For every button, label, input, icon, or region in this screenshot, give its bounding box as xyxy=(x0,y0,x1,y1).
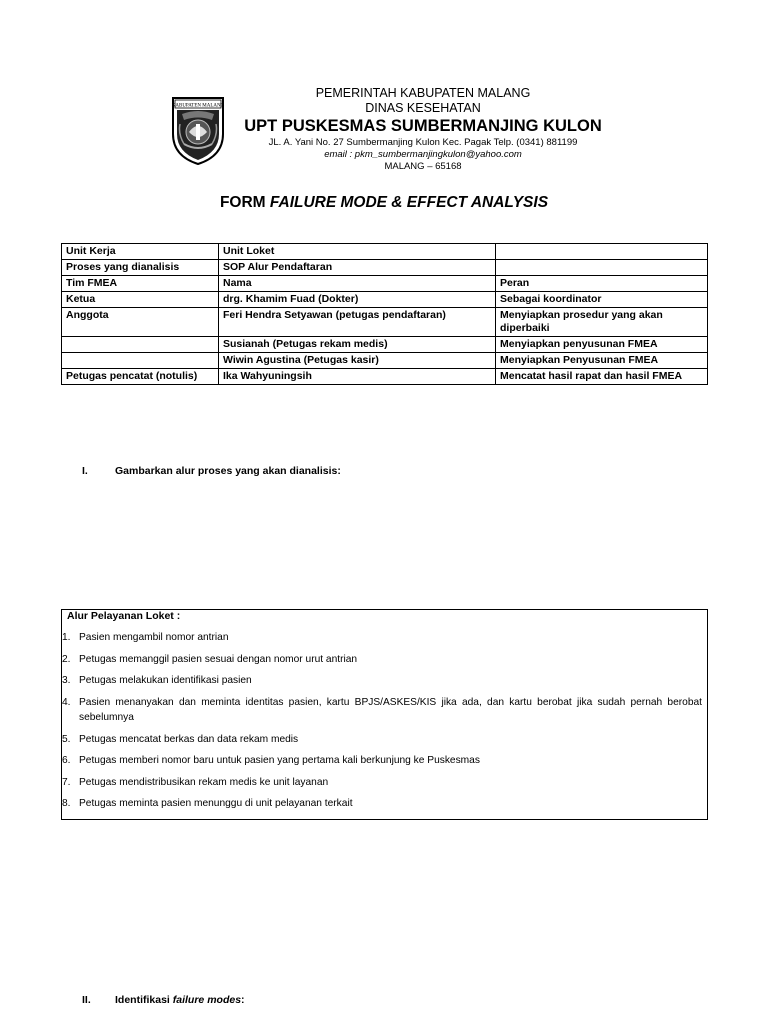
team-table-cell: Nama xyxy=(219,276,496,292)
team-table-cell: Peran xyxy=(496,276,708,292)
email: email : pkm_sumbermanjingkulon@yahoo.com xyxy=(324,149,522,160)
service-flow-list xyxy=(62,630,707,818)
flow-step-text: Petugas mencatat berkas dan data rekam medis xyxy=(79,733,299,745)
team-table-row xyxy=(62,308,708,337)
section-2-number: II. xyxy=(82,994,91,1006)
team-table-cell: Anggota xyxy=(62,308,219,337)
team-table-cell xyxy=(496,260,708,276)
form-title-italic: FAILURE MODE & EFFECT ANALYSIS xyxy=(269,194,549,211)
team-table-cell: Unit Kerja xyxy=(62,244,219,260)
institution-name: UPT PUSKESMAS SUMBERMANJING KULON xyxy=(244,117,602,135)
team-table-cell: Proses yang dianalisis xyxy=(62,260,219,276)
flow-step xyxy=(62,753,707,769)
form-title-prefix: FORM xyxy=(219,194,270,211)
team-table-cell: Menyiapkan Penyusunan FMEA xyxy=(496,353,708,369)
section-2-text xyxy=(115,994,245,1006)
team-table-cell: SOP Alur Pendaftaran xyxy=(219,260,496,276)
flow-step-number: 8. xyxy=(62,798,71,809)
team-table-cell: Menyiapkan prosedur yang akan diperbaiki xyxy=(496,308,708,337)
flow-step xyxy=(62,630,707,646)
flow-step-text: Petugas memanggil pasien sesuai dengan nomor urut antrian xyxy=(79,653,358,665)
section-2-text-main: Identifikasi xyxy=(115,994,173,1006)
kabupaten-malang-logo xyxy=(170,94,226,166)
flow-step-number: 2. xyxy=(62,653,71,665)
team-table-cell: Mencatat hasil rapat dan hasil FMEA xyxy=(496,369,708,385)
section-2-text-suffix: : xyxy=(241,994,245,1006)
team-table-cell: Ketua xyxy=(62,292,219,308)
team-table-row xyxy=(62,276,708,292)
flow-step-text: Petugas memberi nomor baru untuk pasien yang pertama kali berkunjung ke Puskesmas xyxy=(79,755,480,766)
flow-step xyxy=(62,732,707,748)
flow-step-text: Pasien mengambil nomor antrian xyxy=(79,632,229,643)
team-table-row xyxy=(62,337,708,353)
section-1-number: I. xyxy=(82,465,88,477)
flow-step xyxy=(62,652,707,668)
flow-step-number: 7. xyxy=(62,776,71,788)
team-table-cell xyxy=(62,337,219,353)
government-name: PEMERINTAH KABUPATEN MALANG xyxy=(315,86,531,100)
letterhead xyxy=(230,86,616,173)
flow-step-text: Pasien menanyakan dan meminta identitas pasien, kartu BPJS/ASKES/KIS jika ada, dan kartu berobat jika sudah pernah berobat sebelumnya xyxy=(79,696,702,723)
team-table-row xyxy=(62,369,708,385)
flow-step xyxy=(62,775,707,791)
flow-step-text: Petugas melakukan identifikasi pasien xyxy=(79,675,252,686)
service-flow-box xyxy=(61,609,708,820)
city-postcode: MALANG – 65168 xyxy=(384,161,462,172)
address: JL. A. Yani No. 27 Sumbermanjing Kulon Kec. Pagak Telp. (0341) 881199 xyxy=(268,137,578,148)
flow-step xyxy=(62,796,707,812)
team-table-cell xyxy=(496,244,708,260)
team-table-cell: Tim FMEA xyxy=(62,276,219,292)
team-table-cell: Wiwin Agustina (Petugas kasir) xyxy=(219,353,496,369)
department-name: DINAS KESEHATAN xyxy=(365,101,481,115)
flow-step-number: 1. xyxy=(62,632,71,643)
service-flow-title: Alur Pelayanan Loket : xyxy=(67,610,181,622)
team-table-row xyxy=(62,260,708,276)
flow-step-number: 6. xyxy=(62,755,71,766)
flow-step xyxy=(62,673,707,689)
fmea-team-table xyxy=(61,243,708,385)
section-2-text-italic: failure modes xyxy=(172,994,242,1006)
section-1-text: Gambarkan alur proses yang akan dianalisis: xyxy=(115,465,341,477)
form-title xyxy=(0,194,768,212)
flow-step-number: 3. xyxy=(62,675,71,686)
team-table-cell: drg. Khamim Fuad (Dokter) xyxy=(219,292,496,308)
team-table-row xyxy=(62,244,708,260)
flow-step-text: Petugas mendistribusikan rekam medis ke unit layanan xyxy=(79,776,329,788)
flow-step-number: 5. xyxy=(62,733,71,745)
team-table-cell: Feri Hendra Setyawan (petugas pendaftaran) xyxy=(219,308,496,337)
flow-step-number: 4. xyxy=(62,696,71,708)
team-table-cell: Unit Loket xyxy=(219,244,496,260)
flow-step xyxy=(62,695,707,726)
team-table-row xyxy=(62,353,708,369)
team-table-cell: Petugas pencatat (notulis) xyxy=(62,369,219,385)
logo-lettering: KABUPATEN MALANG xyxy=(171,103,225,109)
team-table-cell: Sebagai koordinator xyxy=(496,292,708,308)
team-table-cell: Susianah (Petugas rekam medis) xyxy=(219,337,496,353)
flow-step-text: Petugas meminta pasien menunggu di unit pelayanan terkait xyxy=(79,798,353,809)
team-table-cell xyxy=(62,353,219,369)
team-table-row xyxy=(62,292,708,308)
team-table-cell: Menyiapkan penyusunan FMEA xyxy=(496,337,708,353)
team-table-cell: Ika Wahyuningsih xyxy=(219,369,496,385)
